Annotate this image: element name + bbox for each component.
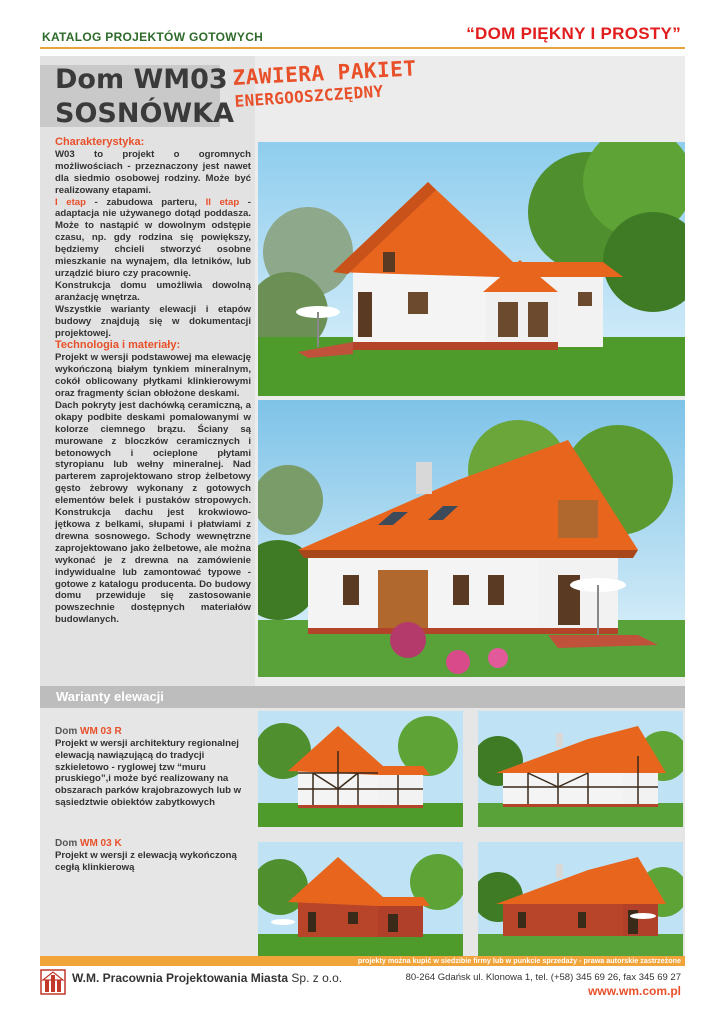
copyright-disclaimer: projekty można kupić w siedzibie firmy lub w punkcie sprzedaży - prawa autorskie zastrzeżone [357,956,681,965]
variant-k-render-front [258,842,463,958]
variant-r-prefix: Dom [55,726,80,737]
catalog-label: KATALOG PROJEKTÓW GOTOWYCH [42,30,264,44]
variant-r-render-back [478,711,683,827]
house-title: Dom WM03 [55,64,228,95]
stage2-text: - adaptacja nie używanego dotąd poddasza. Może to nastąpić w dowolnym odstępie czasu, np. gdy rodzina się powiększy, będziemy chcieli stworzyć osobne mieszkanie na wynajem, dla letników, lub urządzić biuro czy pracownię. [55,196,251,279]
technology-heading: Technologia i materiały: [55,339,181,352]
energy-stamp-line2: ENERGOOSZCZĘDNY [234,81,384,111]
company-name [72,971,342,985]
variant-k-prefix: Dom [55,838,80,849]
variant-k-code: WM 03 K [80,838,122,849]
description [55,136,251,626]
variant-r-description: Projekt w wersji architektury regionalnej elewacją nawiązującą do tradycji szkieletowo - ryglowej tzw “muru pruskiego”,i może być realizowany na obszarach parków krajobrazowych lub w sąsiedztwie obiektów zabytkowych [55,738,242,808]
header-divider [40,47,685,49]
characteristics-p4: Wszystkie warianty elewacji i etapów budowy znajdują się w dokumentacji projektowej. [55,303,251,339]
variant-k-name [55,838,122,849]
variant-r-render-front [258,711,463,827]
company-name-main: W.M. Pracownia Projektowania Miasta [72,971,289,985]
characteristics-p1: W03 to projekt o ogromnych możliwościach - przeznaczony jest nawet dla siedmio osobowej rodziny. Może być realizowany etapami. [55,148,251,196]
house-name: SOSNÓWKA [55,98,234,129]
stage2-label: II etap [205,196,240,208]
technology-p2: Dach pokryty jest dachówką ceramiczną, a okapy podbite deskami pomalowanymi w kolorze ciemnego brązu. Ściany są murowane z bloczków ceramicznych i betonowych i ocieplone płytami styropianu lub wełny mineralnej. Nad parterem zaprojektowano strop żelbetowy gęsto żebrowy wykonany z gotowych elementów belek i pustaków stropowych. Konstrukcja dachu jest krokwiowo-jętkowa z belkami, słupami i płatwiami z drewna sosnowego. Schody wewnętrzne zaprojektowano jako żelbetowe, ale można wykonać je z drewna na zamówienie indywidualne lub zamontować typowe - gotowe z katalogu producenta. Do budowy domu przewiduje się zastosowanie powszechnie dostępnych materiałów budowlanych. [55,399,251,626]
house-render-back [258,400,685,677]
slogan: “DOM PIĘKNY I PROSTY” [466,24,681,43]
energy-stamp-line1: ZAWIERA PAKIET [232,56,418,90]
stage1-label: I etap [55,196,86,208]
variant-k-description: Projekt w wersji z elewacją wykończoną cegłą klinkierową [55,850,237,873]
stage1-text: - zabudowa parteru, [85,196,206,208]
house-render-front [258,142,685,396]
company-website-link[interactable]: www.wm.com.pl [588,984,681,998]
variants-title: Warianty elewacji [56,689,164,704]
company-address: 80-264 Gdańsk ul. Klonowa 1, tel. (+58) 345 69 26, fax 345 69 27 [405,972,681,983]
variant-r-name [55,726,122,737]
characteristics-p2 [55,197,251,280]
company-name-suffix: Sp. z o.o. [288,971,343,985]
variant-r-code: WM 03 R [80,726,122,737]
characteristics-p3: Konstrukcja domu umożliwia dowolną aranżację wnętrza. [55,279,251,303]
characteristics-heading: Charakterystyka: [55,136,145,148]
company-logo-icon [40,969,66,995]
technology-p1: Projekt w wersji podstawowej ma elewację wykończoną białym tynkiem mineralnym, cokół oblicowany płytkami klinkierowymi oraz fragmenty ścian obłożone deskami. [55,352,251,400]
variant-k-render-back [478,842,683,958]
